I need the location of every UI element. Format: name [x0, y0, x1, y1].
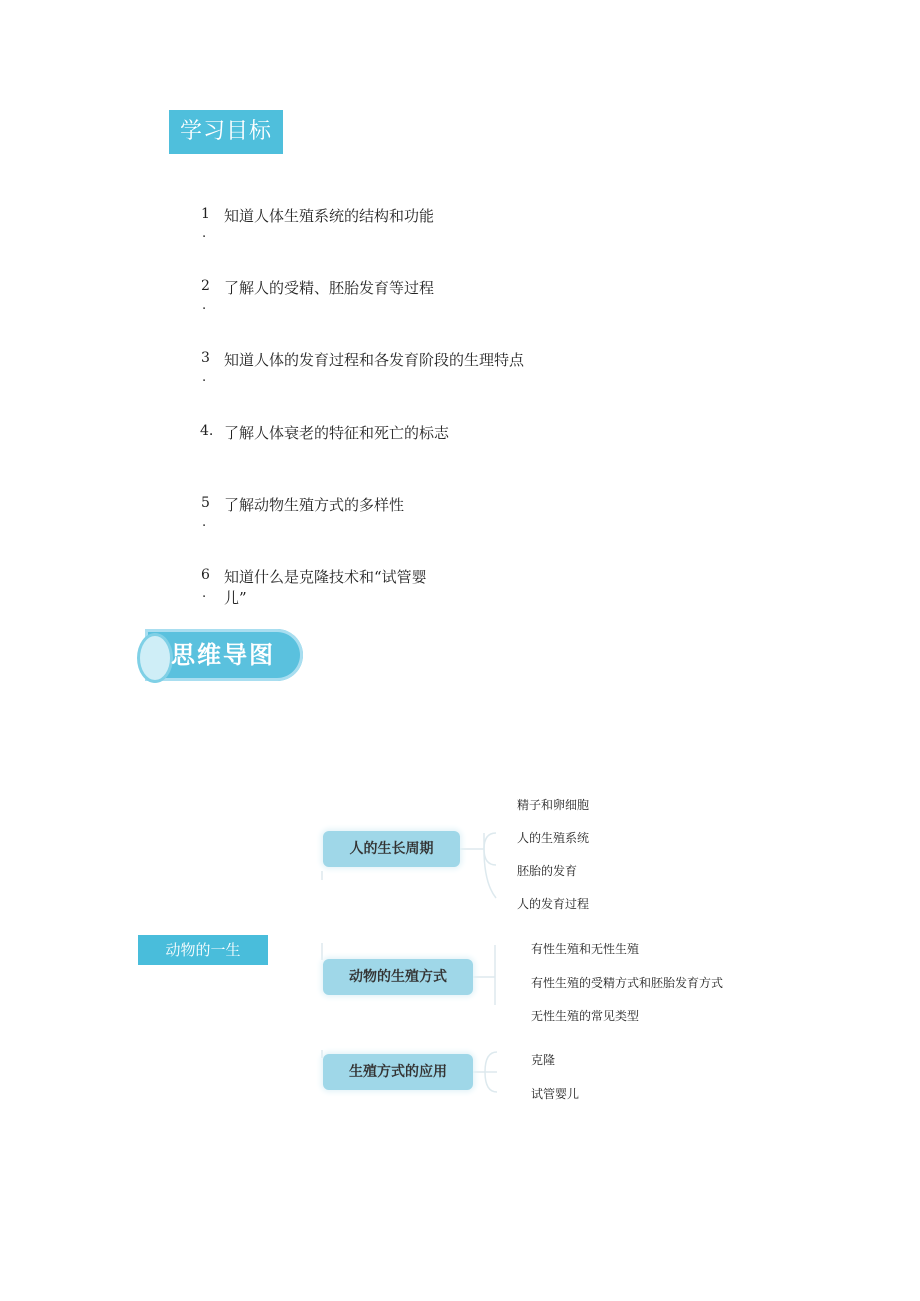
- mindmap-leaf: 人的生殖系统: [517, 831, 590, 845]
- mindmap-leaf: 胚胎的发育: [517, 864, 578, 878]
- mindmap-branch-life-cycle: 人的生长周期: [323, 831, 460, 867]
- objective-text: 知道什么是克隆技术和“试管婴: [224, 568, 427, 586]
- mindmap-leaf: 试管婴儿: [531, 1087, 580, 1101]
- mindmap-leaf: 精子和卵细胞: [517, 798, 590, 812]
- mindmap-leaf: 有性生殖的受精方式和胚胎发育方式: [531, 976, 724, 990]
- objective-number: 3: [201, 350, 210, 366]
- objective-number: 1: [201, 206, 210, 222]
- objective-number: 4.: [200, 423, 214, 439]
- objective-text: 知道人体的发育过程和各发育阶段的生理特点: [224, 351, 525, 369]
- mindmap-leaf: 有性生殖和无性生殖: [531, 942, 640, 956]
- objective-dot: .: [202, 226, 207, 241]
- learning-goals-header: 学习目标: [169, 110, 283, 154]
- objective-dot: .: [202, 370, 207, 385]
- mindmap-leaf: 人的发育过程: [517, 897, 590, 911]
- objective-number: 6: [201, 567, 210, 583]
- mindmap-header-title: 思维导图: [171, 641, 275, 669]
- objective-dot: .: [202, 515, 207, 530]
- mindmap-leaf: 克隆: [531, 1053, 556, 1067]
- objective-dot: .: [202, 298, 207, 313]
- objective-number: 5: [201, 495, 210, 511]
- objective-dot: .: [202, 586, 207, 601]
- objective-number: 2: [201, 278, 210, 294]
- mindmap-branch-reproduction: 动物的生殖方式: [323, 959, 473, 995]
- mindmap-leaf: 无性生殖的常见类型: [531, 1009, 640, 1023]
- objective-text: 了解人体衰老的特征和死亡的标志: [224, 424, 450, 442]
- objective-text: 了解人的受精、胚胎发育等过程: [224, 279, 435, 297]
- mindmap-root-node: 动物的一生: [138, 935, 268, 965]
- objective-text-continued: 儿”: [224, 589, 247, 607]
- objective-text: 了解动物生殖方式的多样性: [224, 496, 405, 514]
- objective-text: 知道人体生殖系统的结构和功能: [224, 207, 435, 225]
- mindmap-branch-applications: 生殖方式的应用: [323, 1054, 473, 1090]
